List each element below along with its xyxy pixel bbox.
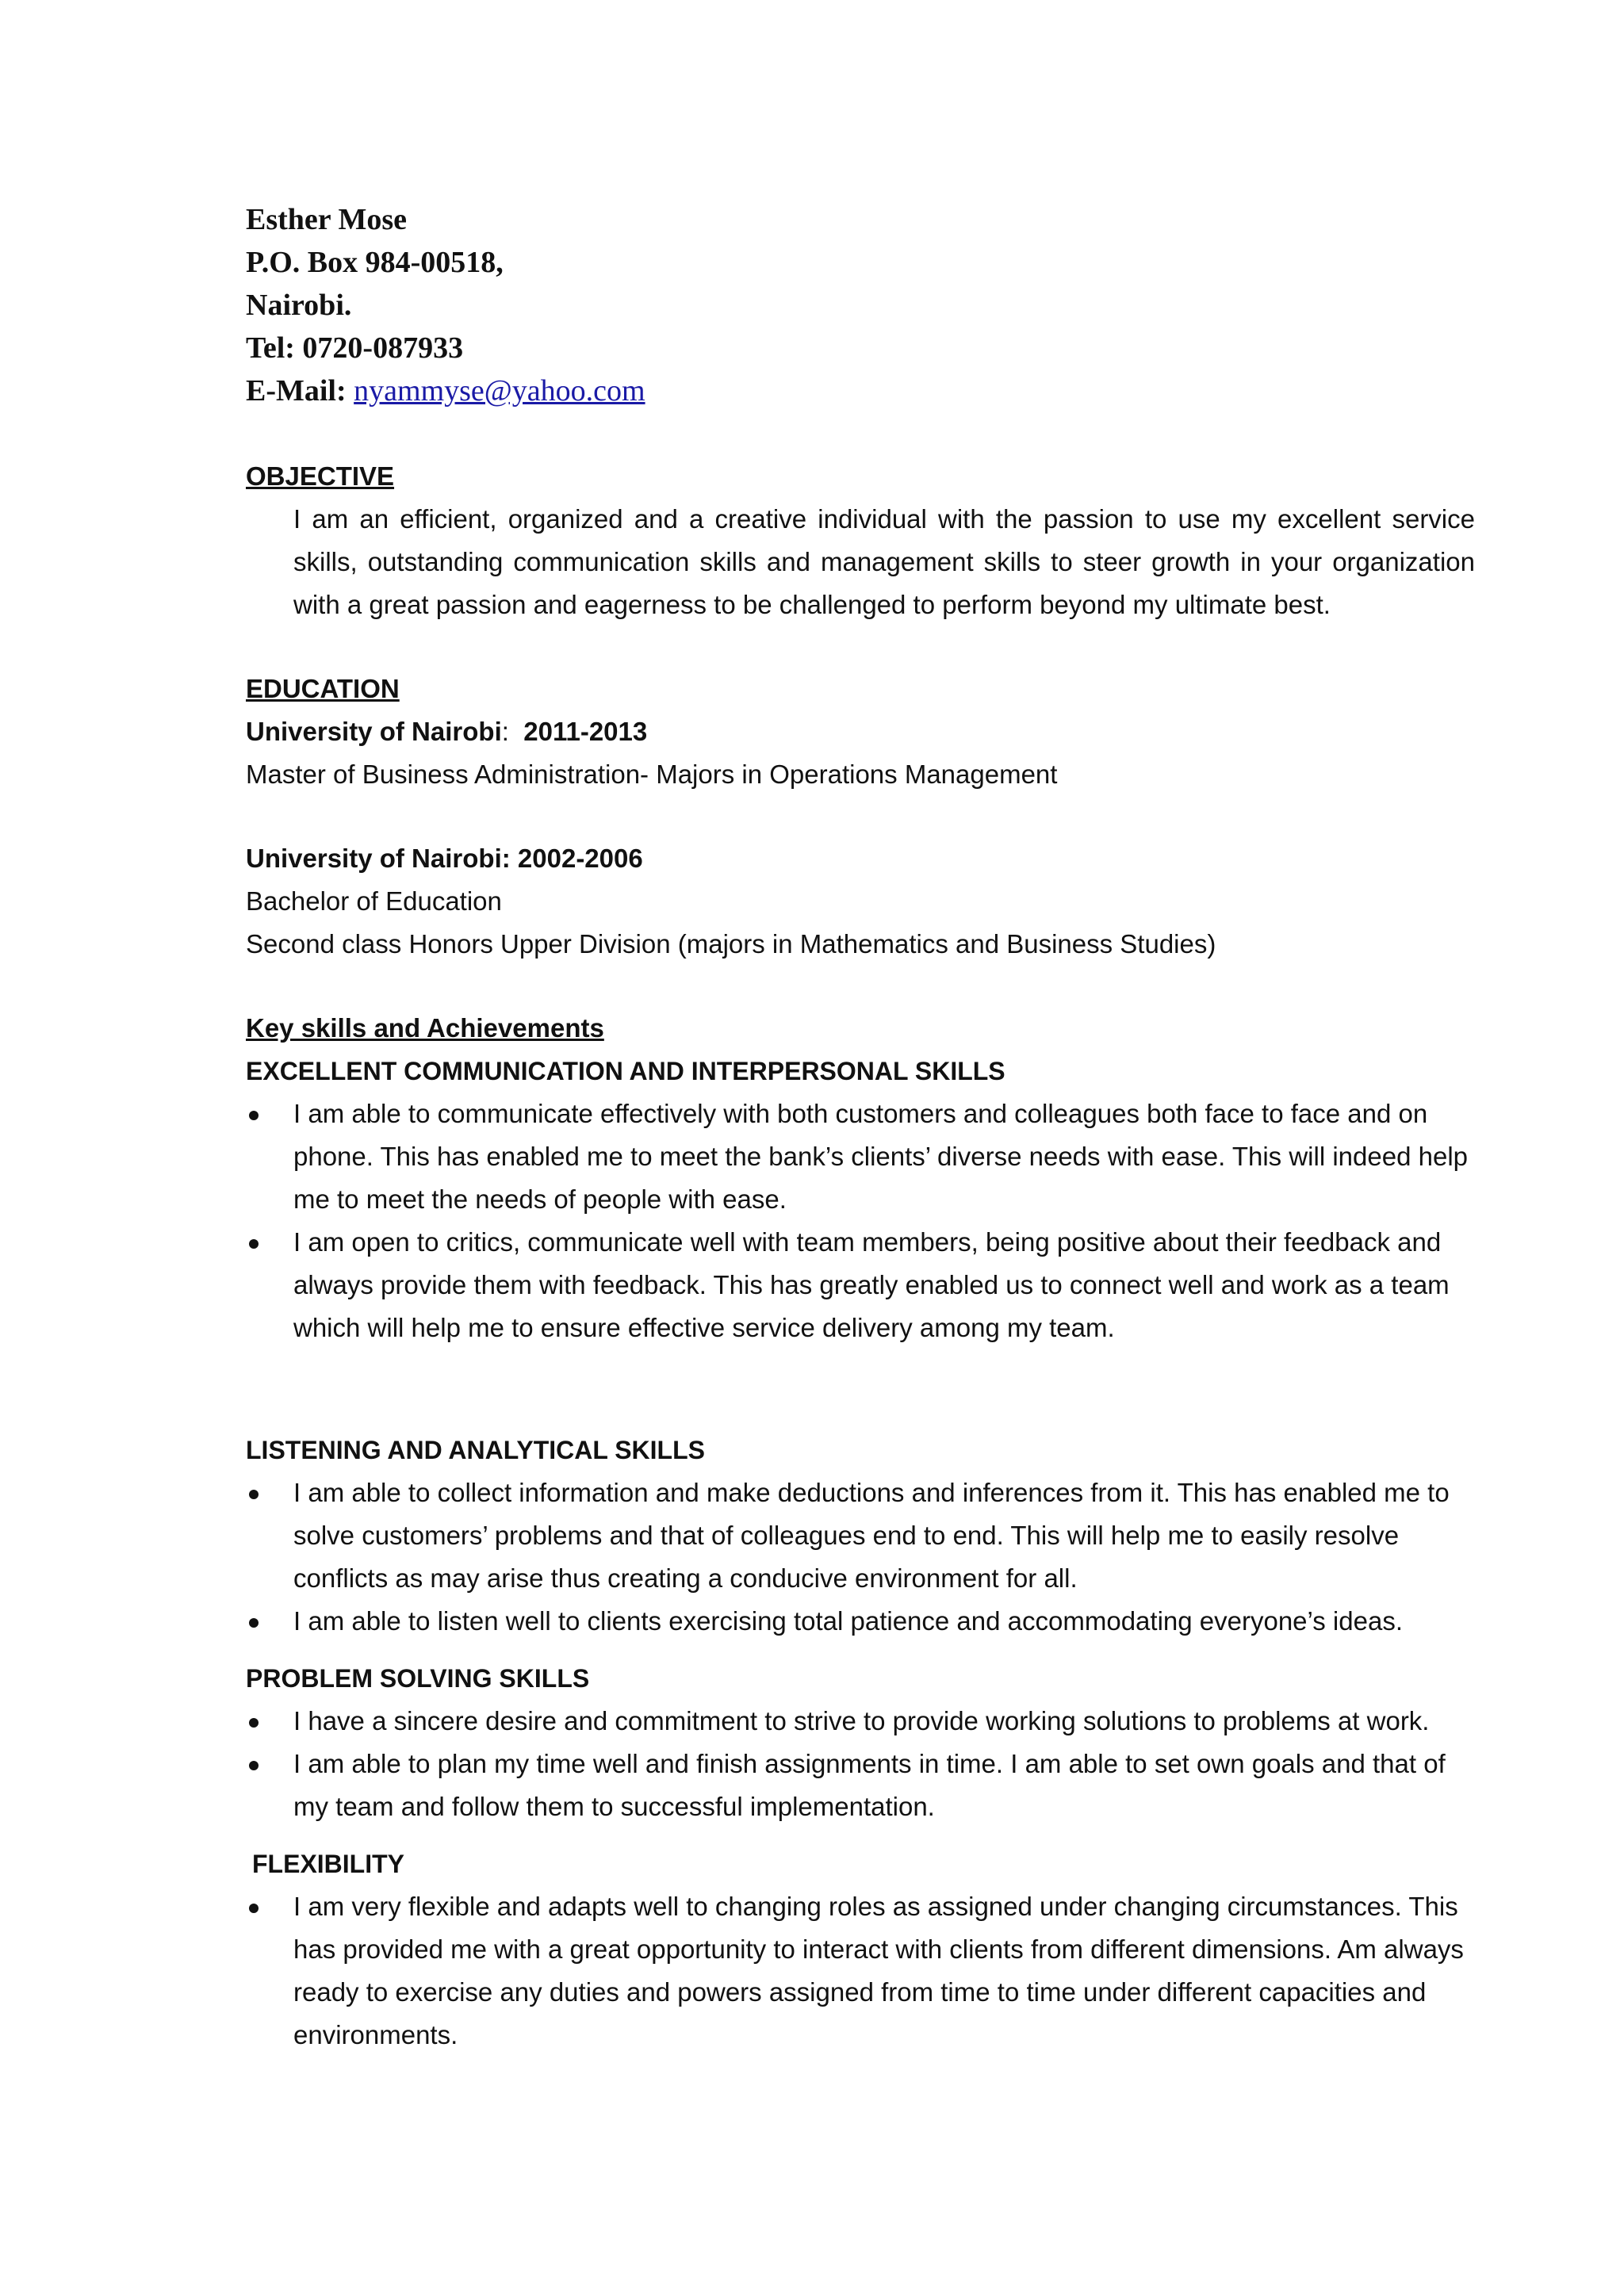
candidate-name: Esther Mose xyxy=(246,203,407,236)
list-item-text: I am able to listen well to clients exercising total patience and accommodating everyone’s ideas. xyxy=(293,1606,1403,1636)
education-entry-2-heading xyxy=(246,837,1475,880)
education-entry-1-years: 2011-2013 xyxy=(523,717,648,746)
skills-section xyxy=(246,1007,1475,2057)
contact-header xyxy=(246,198,1475,412)
bullet-icon xyxy=(249,1490,259,1499)
list-item xyxy=(246,1885,1475,2057)
telephone: Tel: 0720-087933 xyxy=(246,331,464,365)
education-entry-1-degree: Master of Business Administration- Majors in Operations Management xyxy=(246,760,1058,789)
list-item xyxy=(246,1700,1475,1743)
objective-section xyxy=(246,455,1475,626)
list-item-text: I am open to critics, communicate well with team members, being positive about their feedback and always provide them with feedback. This has greatly enabled us to connect well and work as a team which will help me to ensure effective service delivery among my team. xyxy=(293,1227,1450,1342)
list-item xyxy=(246,1221,1475,1349)
objective-title: OBJECTIVE xyxy=(246,461,395,491)
skill-group-listening-title: LISTENING AND ANALYTICAL SKILLS xyxy=(246,1436,705,1464)
bullet-icon xyxy=(249,1718,259,1728)
objective-text: I am an efficient, organized and a creative individual with the passion to use my excellent service skills, outstanding communication skills and management skills to steer growth in your organization with a great passion and eagerness to be challenged to perform beyond my ultimate best. xyxy=(293,504,1475,619)
address-line-1: P.O. Box 984-00518, xyxy=(246,246,504,279)
list-item xyxy=(246,1093,1475,1221)
email-link[interactable]: nyammyse@yahoo.com xyxy=(354,374,645,408)
list-item-text: I am able to collect information and make deductions and inferences from it. This has enabled me to solve customers’ problems and that of colleagues end to end. This will help me to easily resolve conflicts as may arise thus creating a conducive environment for all. xyxy=(293,1478,1450,1593)
education-entry-2-separator: : xyxy=(501,844,511,873)
bullet-icon xyxy=(249,1904,259,1913)
bullet-icon xyxy=(249,1111,259,1120)
resume-content xyxy=(246,198,1475,2057)
list-item xyxy=(246,1471,1475,1600)
bullet-icon xyxy=(249,1761,259,1770)
education-entry-1-separator: : xyxy=(501,717,509,746)
skill-group-listening-list xyxy=(246,1471,1475,1643)
email-label: E-Mail: xyxy=(246,374,347,408)
address-line-2: Nairobi. xyxy=(246,289,352,322)
education-title: EDUCATION xyxy=(246,674,400,703)
education-entry-2-class: Second class Honors Upper Division (majors in Mathematics and Business Studies) xyxy=(246,929,1216,959)
list-item-text: I am able to plan my time well and finish assignments in time. I am able to set own goals and that of my team and follow them to successful implementation. xyxy=(293,1749,1446,1821)
skill-group-flexibility-list xyxy=(246,1885,1475,2057)
skill-group-communication-title: EXCELLENT COMMUNICATION AND INTERPERSONAL SKILLS xyxy=(246,1057,1005,1085)
education-entry-1-heading xyxy=(246,710,1475,753)
skill-group-flexibility-title: FLEXIBILITY xyxy=(252,1850,404,1878)
education-section xyxy=(246,668,1475,966)
skill-group-problem-solving-list xyxy=(246,1700,1475,1828)
education-entry-1-institution: University of Nairobi xyxy=(246,717,502,746)
list-item-text: I am able to communicate effectively with both customers and colleagues both face to face and on phone. This has enabled me to meet the bank’s clients’ diverse needs with ease. This will indeed help me to meet the needs of people with ease. xyxy=(293,1099,1469,1214)
list-item xyxy=(246,1743,1475,1828)
skill-group-problem-solving-title: PROBLEM SOLVING SKILLS xyxy=(246,1664,590,1693)
list-item xyxy=(246,1600,1475,1643)
email-line xyxy=(246,369,1475,412)
skill-group-communication-list xyxy=(246,1093,1475,1349)
list-item-text: I am very flexible and adapts well to changing roles as assigned under changing circumstances. This has provided me with a great opportunity to interact with clients from different dimensions. Am always ready to exercise any duties and powers assigned from time to time under different capacities and environments. xyxy=(293,1892,1464,2049)
skills-title: Key skills and Achievements xyxy=(246,1013,604,1043)
bullet-icon xyxy=(249,1618,259,1628)
education-entry-2-institution: University of Nairobi xyxy=(246,844,502,873)
list-item-text: I have a sincere desire and commitment to strive to provide working solutions to problems at work. xyxy=(293,1706,1430,1735)
bullet-icon xyxy=(249,1239,259,1249)
education-entry-2-degree: Bachelor of Education xyxy=(246,886,502,916)
education-entry-2-years: 2002-2006 xyxy=(517,844,643,873)
